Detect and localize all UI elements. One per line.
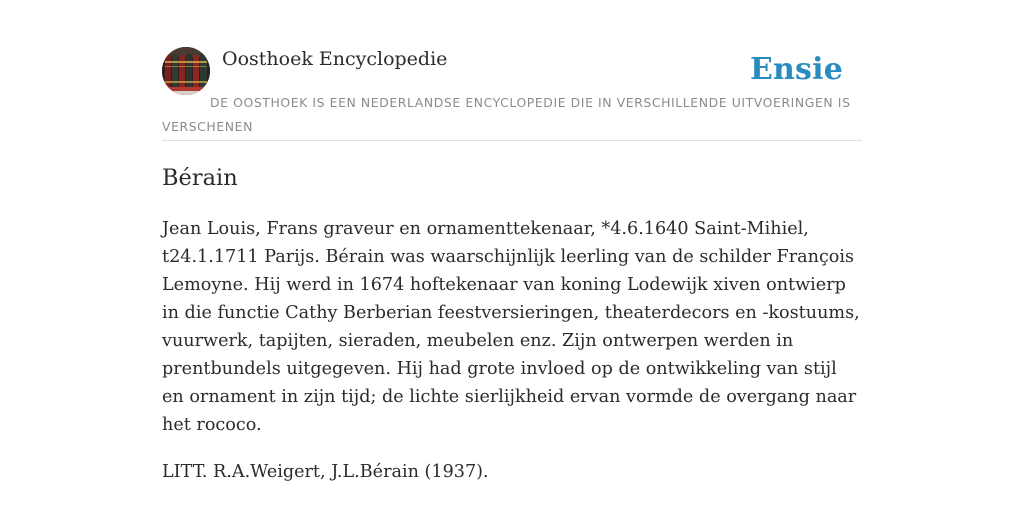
site-title[interactable]: Oosthoek Encyclopedie (222, 48, 448, 70)
page-title: Bérain (162, 165, 238, 191)
site-tagline: DE OOSTHOEK IS EEN NEDERLANDSE ENCYCLOPEDIE DIE IN VERSCHILLENDE UITVOERINGEN IS VERSCHENEN (162, 95, 851, 134)
entry-literature: LITT. R.A.Weigert, J.L.Bérain (1937). (162, 462, 489, 482)
entry-description: Jean Louis, Frans graveur en ornamenttekenaar, *4.6.1640 Saint-Mihiel, t24.1.1711 Parijs. Bérain was waarschijnlijk leerling van de schilder François Lemoyne. Hij werd in 1674 hoftekenaar van koning Lodewijk xiven ontwierp in die functie Cathy Berberian feestversieringen, theaterdecors en -kostuums, vuurwerk, tapijten, sieraden, meubelen enz. Zijn ontwerpen werden in prentbundels uitgegeven. Hij had grote invloed op de ontwikkeling van stijl en ornament in zijn tijd; de lichte sierlijkheid ervan vormde de overgang naar het rococo. (162, 219, 860, 435)
entry-body (162, 215, 862, 505)
avatar[interactable] (162, 47, 210, 95)
brand-logo[interactable]: Ensie (749, 52, 843, 87)
book-spines-icon (162, 47, 210, 95)
site-header (162, 44, 862, 141)
